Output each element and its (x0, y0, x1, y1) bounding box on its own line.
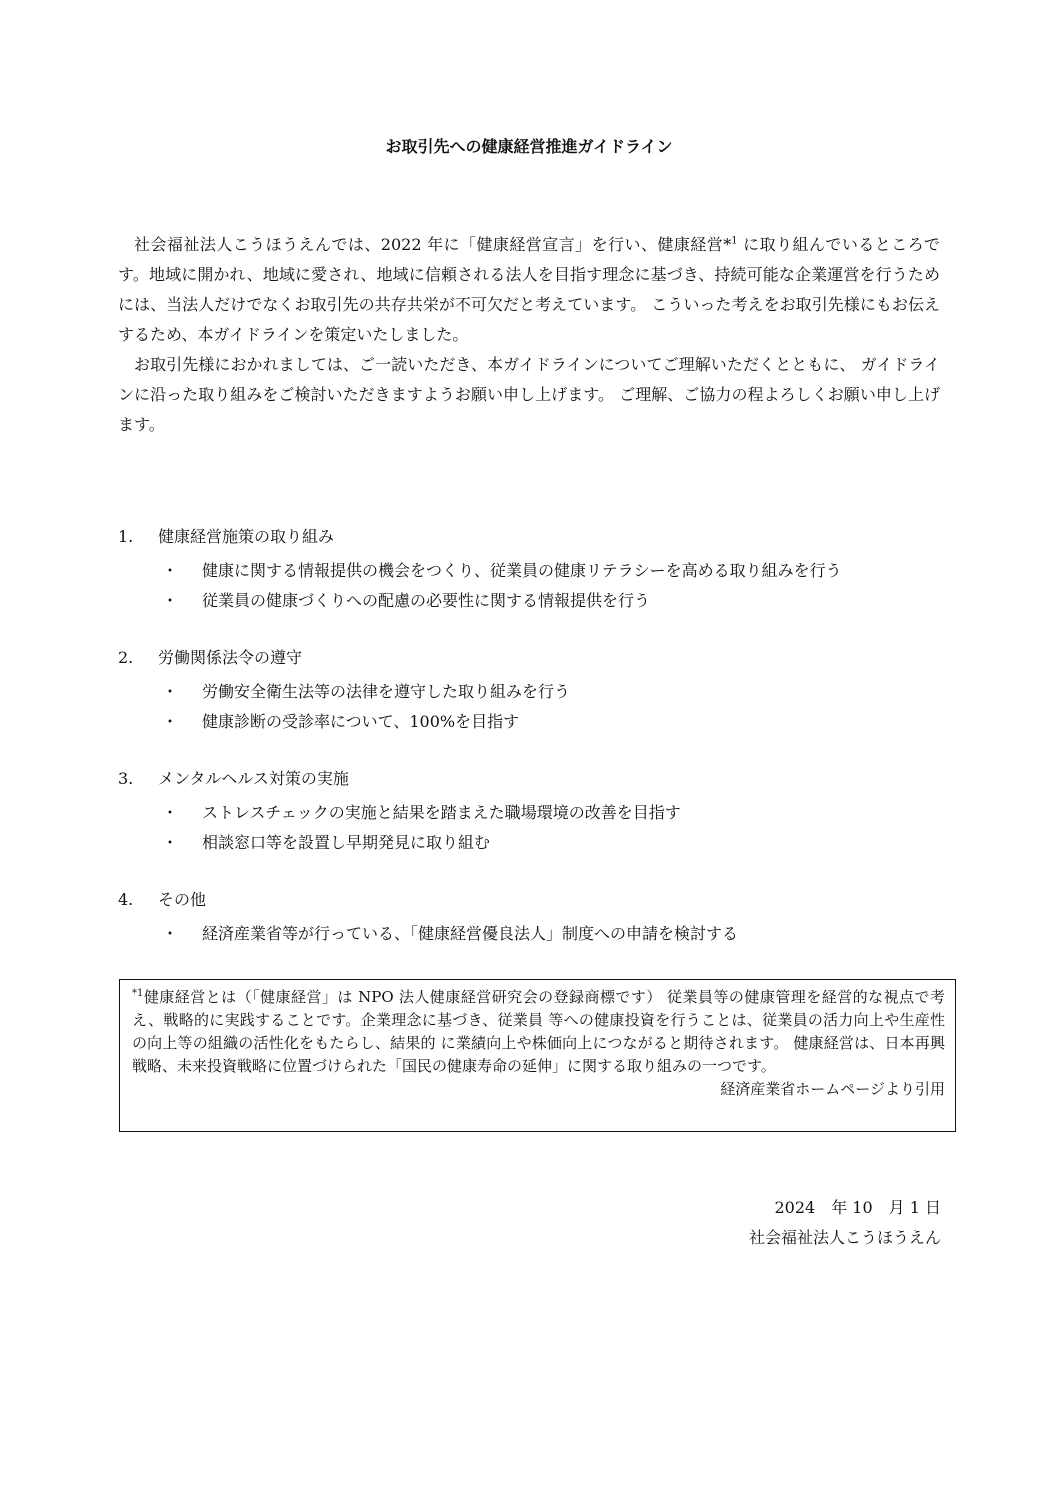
footnote-source: 経済産業省ホームページより引用 (720, 1080, 945, 1098)
bullet-text: 従業員の健康づくりへの配慮の必要性に関する情報提供を行う (202, 591, 651, 610)
section-3 (118, 764, 940, 858)
section-title: 労働関係法令の遵守 (158, 648, 303, 667)
list-item (118, 919, 940, 949)
issue-date: 2024 年 10 月 1 日 (774, 1198, 941, 1217)
bullet-text: 健康に関する情報提供の機会をつくり、従業員の健康リテラシーを高める取り組みを行う (202, 561, 842, 580)
section-title: その他 (158, 890, 207, 909)
section-title: メンタルヘルス対策の実施 (158, 769, 349, 788)
intro-paragraph-1-part-a: 社会福祉法人こうほうえんでは、2022 年に「健康経営宣言」を行い、健康経営* (134, 235, 732, 254)
section-title: 健康経営施策の取り組み (158, 527, 335, 546)
list-item (118, 798, 940, 828)
footnote-box (119, 979, 956, 1132)
list-item (118, 707, 940, 737)
bullet-marker: ・ (162, 682, 179, 701)
bullet-text: 健康診断の受診率について、100%を目指す (202, 712, 520, 731)
section-heading (118, 522, 940, 552)
organization-name: 社会福祉法人こうほうえん (748, 1228, 941, 1247)
list-item (118, 556, 940, 586)
bullet-text: 労働安全衛生法等の法律を遵守した取り組みを行う (202, 682, 571, 701)
bullet-list (118, 919, 940, 949)
section-number: 2. (118, 648, 134, 667)
bullet-text: 経済産業省等が行っている、「健康経営優良法人」制度への申請を検討する (202, 924, 739, 943)
bullet-text: ストレスチェックの実施と結果を踏まえた職場環境の改善を目指す (202, 803, 681, 822)
section-number: 4. (118, 890, 134, 909)
section-heading (118, 643, 940, 673)
bullet-marker: ・ (162, 924, 179, 943)
intro-paragraph-1-part-b: に取り組んでいるところです。地域に開かれ、地域に愛され、地域に信頼される法人を目指す理念に基づき、持続可能な企業運営を行うためには、当法人だけでなくお取引先の共存共栄が不可欠だと考えています。 こういった考えをお取引先様にもお伝えするため、本ガイドラインを策定いたしました。 (118, 235, 940, 344)
bullet-marker: ・ (162, 591, 179, 610)
bullet-marker: ・ (162, 712, 179, 731)
bullet-marker: ・ (162, 833, 179, 852)
bullet-marker: ・ (162, 561, 179, 580)
footnote-text (132, 986, 945, 1078)
bullet-text: 相談窓口等を設置し早期発見に取り組む (202, 833, 491, 852)
footnote-marker: *1 (132, 988, 144, 999)
section-number: 3. (118, 769, 134, 788)
intro-paragraph-2: お取引先様におかれましては、ご一読いただき、本ガイドラインについてご理解いただくとともに、 ガイドラインに沿った取り組みをご検討いただきますようお願い申し上げます。 ご理解、ご協力の程よろしくお願い申し上げます。 (118, 355, 940, 434)
page-title: お取引先への健康経営推進ガイドライン (385, 137, 673, 156)
bullet-list (118, 677, 940, 737)
section-number: 1. (118, 527, 134, 546)
section-heading (118, 764, 940, 794)
bullet-list (118, 798, 940, 858)
section-4 (118, 885, 940, 949)
list-item (118, 677, 940, 707)
guideline-sections (118, 522, 940, 976)
intro-paragraph-1 (118, 230, 940, 350)
list-item (118, 586, 940, 616)
list-item (118, 828, 940, 858)
bullet-list (118, 556, 940, 616)
footnote-body: 健康経営とは（「健康経営」は NPO 法人健康経営研究会の登録商標です） 従業員等の健康管理を経営的な視点で考え、戦略的に実践することです。企業理念に基づき、従業員 等への健康投資を行うことは、従業員の活力向上や生産性の向上等の組織の活性化をもたらし、結果的 に業績向上や株価向上につながると期待されます。 健康経営は、日本再興戦略、未来投資戦略に位置づけられた「国民の健康寿命の延伸」に関する取り組みの一つです。 (132, 988, 945, 1075)
footnote-reference: 1 (731, 235, 738, 247)
section-1 (118, 522, 940, 616)
section-heading (118, 885, 940, 915)
section-2 (118, 643, 940, 737)
intro-text (118, 230, 940, 440)
bullet-marker: ・ (162, 803, 179, 822)
